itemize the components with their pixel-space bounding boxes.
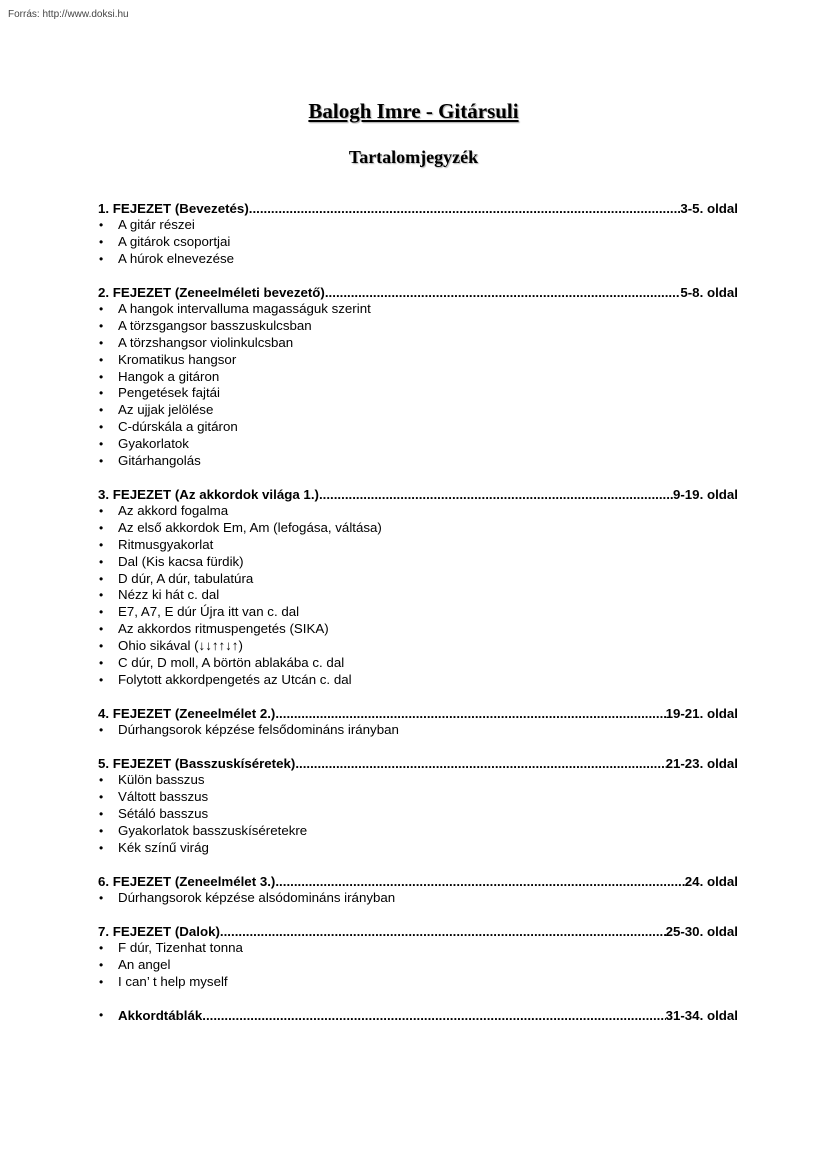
chapter-heading (98, 200, 738, 217)
list-item: • D dúr, A dúr, tabulatúra (98, 571, 738, 588)
chapter-6 (98, 873, 738, 907)
list-item: • I can’ t help myself (98, 974, 738, 991)
list-item: • A húrok elnevezése (98, 251, 738, 268)
chapter-title: 5. FEJEZET (Basszuskíséretek) (98, 756, 296, 771)
topic-list (98, 940, 738, 991)
chapter-3 (98, 486, 738, 689)
list-item: • Dúrhangsorok képzése alsódomináns irányban (98, 890, 738, 907)
chapter-pages: 19-21. oldal (665, 706, 738, 721)
list-item: • Pengetések fajtái (98, 385, 738, 402)
list-item: • Ritmusgyakorlat (98, 537, 738, 554)
list-item: • An angel (98, 957, 738, 974)
chapter-pages: 3-5. oldal (680, 201, 738, 216)
chapter-4 (98, 705, 738, 739)
chapter-heading (98, 873, 738, 890)
chapter-pages: 9-19. oldal (672, 487, 738, 502)
leader-dots (249, 200, 681, 217)
topic-list (98, 772, 738, 856)
list-item: • A gitár részei (98, 217, 738, 234)
list-item: • Nézz ki hát c. dal (98, 587, 738, 604)
leader-dots (275, 873, 684, 890)
chapter-7 (98, 923, 738, 991)
chapter-pages: 31-34. oldal (665, 1008, 738, 1023)
chapter-pages: 5-8. oldal (680, 285, 738, 300)
list-item: • Az akkordos ritmuspengetés (SIKA) (98, 621, 738, 638)
chapter-heading (98, 923, 738, 940)
list-item: • Dúrhangsorok képzése felsődomináns irányban (98, 722, 738, 739)
leader-dots (202, 1007, 665, 1024)
topic-list (98, 722, 738, 739)
chapter-title: 2. FEJEZET (Zeneelméleti bevezető) (98, 285, 325, 300)
chapter-title: • Akkordtáblák (118, 1008, 203, 1023)
chapter-heading (98, 284, 738, 301)
toc-heading: Tartalomjegyzék (348, 147, 479, 167)
list-item: • A gitárok csoportjai (98, 234, 738, 251)
list-item: • Gitárhangolás (98, 453, 738, 470)
leader-dots (325, 284, 681, 301)
chapter-title: 3. FEJEZET (Az akkordok világa 1.) (98, 487, 319, 502)
list-item: • Kék színű virág (98, 840, 738, 857)
list-item: • Külön basszus (98, 772, 738, 789)
list-item: • Folytott akkordpengetés az Utcán c. dal (98, 672, 738, 689)
list-item: • C dúr, D moll, A börtön ablakába c. dal (98, 655, 738, 672)
list-item: • Hangok a gitáron (98, 369, 738, 386)
list-item: • Az első akkordok Em, Am (lefogása, váltása) (98, 520, 738, 537)
list-item: • E7, A7, E dúr Újra itt van c. dal (98, 604, 738, 621)
leader-dots (319, 486, 673, 503)
chapter-title: 1. FEJEZET (Bevezetés) (98, 201, 249, 216)
list-item: • A törzshangsor violinkulcsban (98, 335, 738, 352)
list-item: • Az ujjak jelölése (98, 402, 738, 419)
document-title: Balogh Imre - Gitársuli (308, 99, 519, 123)
list-item: • A hangok intervalluma magasságuk szerint (98, 301, 738, 318)
list-item: • Az akkord fogalma (98, 503, 738, 520)
chapter-title: 7. FEJEZET (Dalok) (98, 924, 220, 939)
chapter-heading (98, 486, 738, 503)
source-url: Forrás: http://www.doksi.hu (8, 9, 129, 20)
chord-tables-entry (98, 1007, 738, 1024)
list-item: • Kromatikus hangsor (98, 352, 738, 369)
chapter-title: 4. FEJEZET (Zeneelmélet 2.) (98, 706, 276, 721)
chapter-5 (98, 755, 738, 856)
list-item: • A törzsgangsor basszuskulcsban (98, 318, 738, 335)
chapter-2 (98, 284, 738, 470)
list-item: • Dal (Kis kacsa fürdik) (98, 554, 738, 571)
list-item: • C-dúrskála a gitáron (98, 419, 738, 436)
chapter-pages: 24. oldal (684, 874, 738, 889)
list-item: • Gyakorlatok basszuskíséretekre (98, 823, 738, 840)
topic-list (98, 503, 738, 689)
chapter-title: 6. FEJEZET (Zeneelmélet 3.) (98, 874, 276, 889)
leader-dots (275, 705, 665, 722)
chapter-1 (98, 200, 738, 268)
list-item: • Váltott basszus (98, 789, 738, 806)
chapter-heading (98, 1007, 738, 1024)
chapter-pages: 21-23. oldal (665, 756, 738, 771)
chapter-heading (98, 755, 738, 772)
list-item: • Sétáló basszus (98, 806, 738, 823)
leader-dots (295, 755, 665, 772)
chapter-pages: 25-30. oldal (665, 924, 738, 939)
list-item: • Ohio sikával (↓↓↑↑↓↑) (98, 638, 738, 655)
topic-list (98, 890, 738, 907)
topic-list (98, 301, 738, 470)
leader-dots (220, 923, 666, 940)
list-item: • Gyakorlatok (98, 436, 738, 453)
topic-list (98, 217, 738, 268)
list-item: • F dúr, Tizenhat tonna (98, 940, 738, 957)
chapter-heading (98, 705, 738, 722)
